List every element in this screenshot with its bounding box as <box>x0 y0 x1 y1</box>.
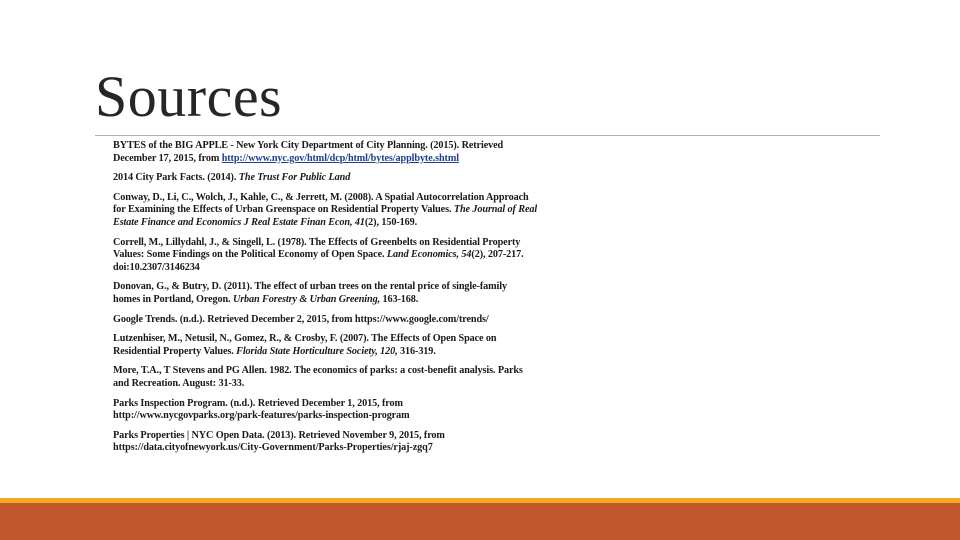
reference-text: Correll, M., Lillydahl, J., & Singell, L. (1978). The Effects of Greenbelts on Residential Property <box>113 236 521 248</box>
reference-text: Values: Some Findings on the Political Economy of Open Space. <box>113 249 387 261</box>
reference-list <box>113 140 553 462</box>
reference-italic-text: The Journal of Real <box>453 204 538 216</box>
reference-line <box>113 365 553 378</box>
reference-line <box>113 237 553 250</box>
reference-item <box>113 281 553 306</box>
reference-link[interactable]: http://www.nyc.gov/html/dcp/html/bytes/applbyte.shtml <box>221 152 459 164</box>
reference-italic-text: Urban Forestry & Urban Greening, <box>232 293 381 305</box>
reference-line <box>113 153 553 166</box>
reference-text: https://data.cityofnewyork.us/City-Government/Parks-Properties/rjaj-zgq7 <box>113 442 433 454</box>
reference-line <box>113 333 553 346</box>
reference-text: (2), 150-169. <box>364 216 418 228</box>
reference-line <box>113 281 553 294</box>
reference-text: 163-168. <box>380 293 419 305</box>
reference-line <box>113 378 553 391</box>
reference-text: homes in Portland, Oregon. <box>113 293 233 305</box>
reference-italic-text: Florida State Horticulture Society, 120, <box>236 345 398 357</box>
reference-line <box>113 140 553 153</box>
reference-item <box>113 237 553 275</box>
slide-title: Sources <box>95 64 283 129</box>
reference-text: Lutzenhiser, M., Netusil, N., Gomez, R., & Crosby, F. (2007). The Effects of Open Space on <box>113 333 497 345</box>
reference-line <box>113 217 553 230</box>
reference-item <box>113 430 553 455</box>
reference-text: Conway, D., Li, C., Wolch, J., Kahle, C., & Jerrett, M. (2008). A Spatial Autocorrelation Approach <box>113 191 529 203</box>
reference-line <box>113 346 553 359</box>
footer-accent-bar <box>0 503 960 540</box>
reference-text: Parks Inspection Program. (n.d.). Retrieved December 1, 2015, from <box>113 397 403 409</box>
reference-item <box>113 172 553 185</box>
reference-item <box>113 398 553 423</box>
reference-line <box>113 430 553 443</box>
reference-text: 2014 City Park Facts. (2014). <box>113 172 239 184</box>
reference-text: for Examining the Effects of Urban Greenspace on Residential Property Values. <box>113 204 454 216</box>
reference-item <box>113 140 553 165</box>
reference-text: doi:10.2307/3146234 <box>113 261 200 273</box>
reference-line <box>113 172 553 185</box>
reference-line <box>113 410 553 423</box>
reference-line <box>113 294 553 307</box>
reference-text: BYTES of the BIG APPLE - New York City Department of City Planning. (2015). Retrieved <box>113 140 504 151</box>
reference-line <box>113 204 553 217</box>
reference-text: December 17, 2015, from <box>113 152 222 164</box>
reference-line <box>113 398 553 411</box>
reference-item <box>113 314 553 327</box>
reference-text: http://www.nycgovparks.org/park-features/parks-inspection-program <box>113 410 410 422</box>
reference-italic-text: The Trust For Public Land <box>238 172 351 184</box>
reference-line <box>113 262 553 275</box>
reference-text: Donovan, G., & Butry, D. (2011). The effect of urban trees on the rental price of single-family <box>113 281 507 293</box>
reference-item <box>113 192 553 230</box>
reference-text: and Recreation. August: 31-33. <box>113 377 245 389</box>
title-divider <box>95 135 880 136</box>
reference-line <box>113 192 553 205</box>
reference-line <box>113 249 553 262</box>
reference-text: 316-319. <box>397 345 436 357</box>
reference-text: More, T.A., T Stevens and PG Allen. 1982. The economics of parks: a cost-benefit analysis. Parks <box>113 365 523 377</box>
reference-italic-text: Estate Finance and Economics J Real Estate Finan Econ, 41 <box>113 216 365 228</box>
reference-line <box>113 442 553 455</box>
reference-text: Residential Property Values. <box>113 345 237 357</box>
reference-item <box>113 333 553 358</box>
reference-text: Google Trends. (n.d.). Retrieved December 2, 2015, from https://www.google.com/trends/ <box>113 313 489 325</box>
reference-line <box>113 314 553 327</box>
reference-text: Parks Properties | NYC Open Data. (2013). Retrieved November 9, 2015, from <box>113 429 445 441</box>
reference-text: (2), 207-217. <box>471 249 524 261</box>
reference-item <box>113 365 553 390</box>
reference-italic-text: Land Economics, 54 <box>386 249 472 261</box>
